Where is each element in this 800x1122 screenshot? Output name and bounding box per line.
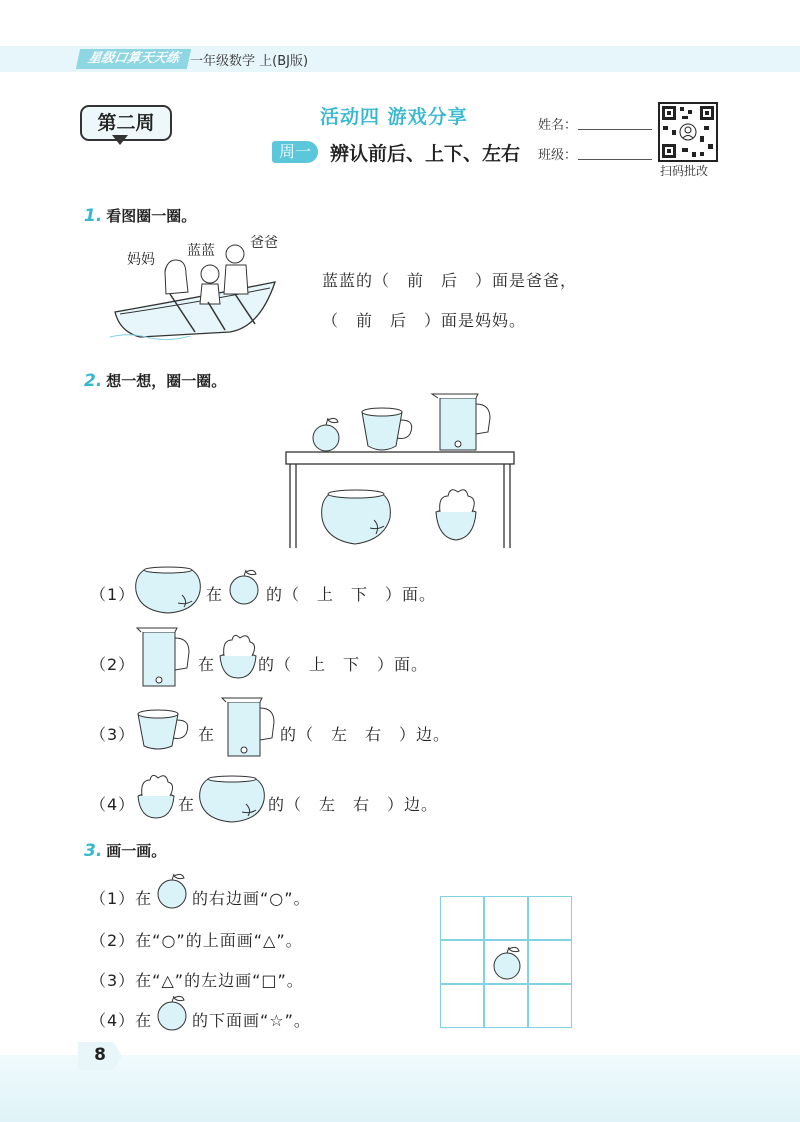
family-boat-icon bbox=[110, 232, 290, 347]
q2-item1-index: （1） bbox=[90, 585, 136, 604]
q2-item1-in: 在 bbox=[206, 585, 224, 604]
q2-title: 想一想，圈一圈。 bbox=[106, 372, 227, 390]
grid-cell[interactable] bbox=[528, 896, 572, 940]
day-pill: 周一 bbox=[272, 141, 318, 163]
q2-heading bbox=[84, 370, 226, 391]
grid-cell[interactable] bbox=[440, 940, 484, 984]
fishbowl-icon bbox=[132, 565, 204, 615]
q2-item2-in: 在 bbox=[198, 655, 216, 674]
q3-item1-tail: 的右边画“○”。 bbox=[192, 889, 311, 908]
grid-cell[interactable] bbox=[528, 940, 572, 984]
qr-code-icon[interactable] bbox=[658, 102, 718, 162]
page-number: 8 bbox=[94, 1045, 106, 1065]
q3-number: 3. bbox=[84, 841, 103, 861]
class-input-line[interactable] bbox=[578, 158, 652, 160]
q2-item3-in: 在 bbox=[198, 725, 216, 744]
week-badge: 第二周 bbox=[80, 105, 172, 141]
q2-item4-in: 在 bbox=[178, 795, 196, 814]
label-mom: 妈妈 bbox=[127, 252, 155, 268]
badge-tail-icon bbox=[112, 135, 128, 145]
grid-cell[interactable] bbox=[440, 984, 484, 1028]
q1-line1: 蓝蓝的（ 前 后 ）面是爸爸， bbox=[322, 271, 578, 290]
q2-number: 2. bbox=[84, 371, 103, 391]
q3-item3: （3）在“△”的左边画“□”。 bbox=[90, 971, 304, 990]
kettle-icon bbox=[135, 626, 195, 690]
fishbowl-icon bbox=[196, 774, 268, 824]
class-label: 班级： bbox=[538, 148, 578, 163]
q2-item4-index: （4） bbox=[90, 795, 136, 814]
q2-item3-index: （3） bbox=[90, 725, 136, 744]
grid-cell[interactable] bbox=[484, 984, 528, 1028]
apple-icon bbox=[485, 941, 529, 985]
day-topic: 辨认前后、上下、左右 bbox=[330, 143, 521, 165]
q1-number: 1. bbox=[84, 206, 103, 226]
plant-icon bbox=[134, 770, 178, 820]
q2-item3-tail: 的（ 左 右 ）边。 bbox=[280, 725, 451, 744]
name-input-line[interactable] bbox=[578, 128, 652, 130]
grid-cell[interactable] bbox=[484, 896, 528, 940]
apple-icon bbox=[156, 872, 190, 912]
grid-cell[interactable] bbox=[528, 984, 572, 1028]
q2-item4-tail: 的（ 左 右 ）边。 bbox=[268, 795, 439, 814]
q3-item4-index: （4）在 bbox=[90, 1011, 153, 1030]
drawing-grid[interactable] bbox=[440, 896, 574, 1030]
label-dad: 爸爸 bbox=[250, 235, 278, 251]
cup-icon bbox=[134, 708, 196, 752]
q3-item2: （2）在“○”的上面画“△”。 bbox=[90, 931, 303, 950]
activity-title: 活动四 游戏分享 bbox=[320, 106, 468, 128]
q2-item2-index: （2） bbox=[90, 655, 136, 674]
book-title: 一年级数学 上(BJ版) bbox=[190, 54, 309, 69]
q2-item2-tail: 的（ 上 下 ）面。 bbox=[258, 655, 429, 674]
q3-item1-index: （1）在 bbox=[90, 889, 153, 908]
q3-heading bbox=[84, 840, 166, 861]
grid-cell-center[interactable] bbox=[484, 940, 528, 984]
label-lanlan: 蓝蓝 bbox=[187, 243, 215, 259]
kettle-icon bbox=[220, 696, 280, 760]
apple-icon bbox=[228, 568, 262, 608]
name-label: 姓名： bbox=[538, 118, 578, 133]
apple-icon bbox=[156, 994, 190, 1034]
q3-item4-tail: 的下面画“☆”。 bbox=[192, 1011, 311, 1030]
q3-title: 画一画。 bbox=[106, 842, 167, 860]
footer-band bbox=[0, 1055, 800, 1122]
qr-caption: 扫码批改 bbox=[660, 164, 709, 178]
q1-line2: （ 前 后 ）面是妈妈。 bbox=[322, 311, 527, 330]
grid-cell[interactable] bbox=[440, 896, 484, 940]
plant-icon bbox=[216, 630, 260, 680]
q1-heading bbox=[84, 205, 196, 226]
q1-title: 看图圈一圈。 bbox=[106, 207, 197, 225]
series-tag: 星级口算天天练 bbox=[76, 49, 191, 69]
q2-item1-tail: 的（ 上 下 ）面。 bbox=[266, 585, 437, 604]
table-scene bbox=[280, 388, 520, 553]
